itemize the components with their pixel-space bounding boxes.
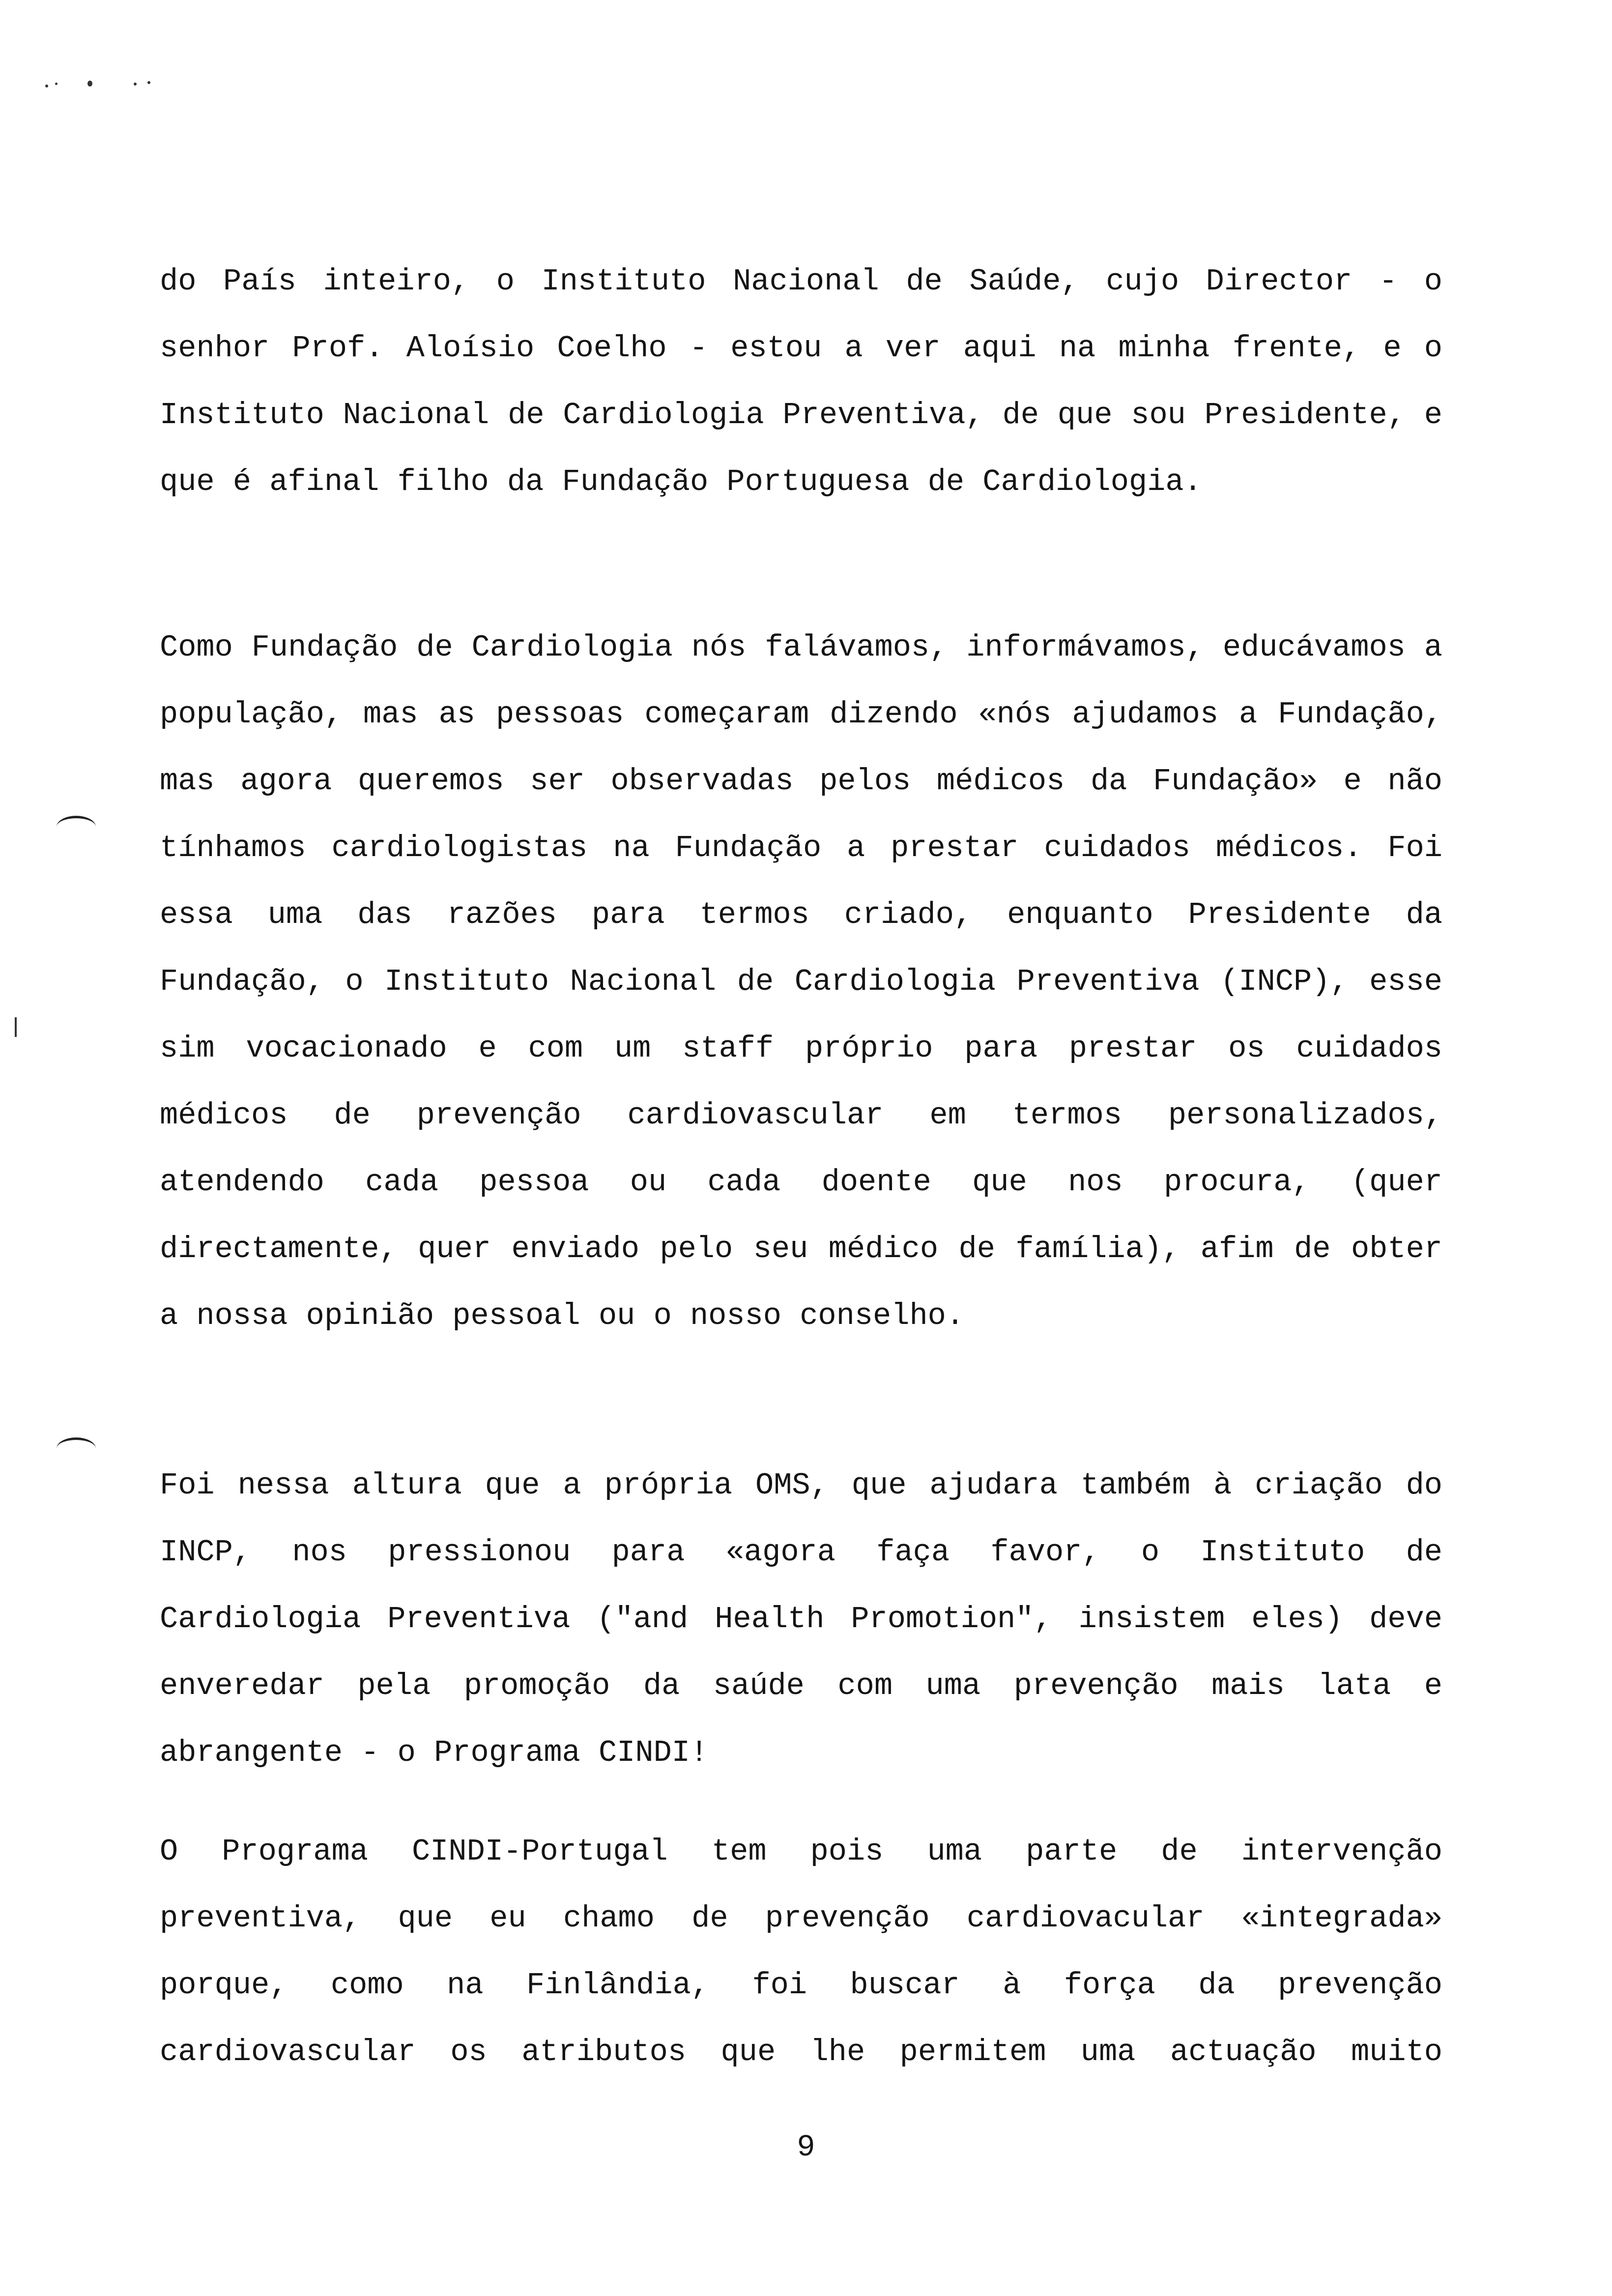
- scan-speck: [15, 1017, 17, 1037]
- scan-speck: [147, 81, 150, 84]
- scan-speck: [55, 83, 58, 85]
- scan-margin-mark: [57, 816, 96, 838]
- paragraph-4: O Programa CINDI-Portugal tem pois uma parte de intervenção preventiva, que eu chamo de prevenção cardiovacular «integrada» porque, como na Finlândia, foi buscar à força da prevenção cardiovascular os atributos que lhe permitem uma actuação muito: [160, 1834, 1442, 2069]
- scan-speck: [87, 81, 92, 86]
- scan-margin-mark: [57, 1437, 96, 1460]
- scan-speck: [134, 83, 137, 86]
- page-number: 9: [797, 2130, 815, 2165]
- paragraph-2: Como Fundação de Cardiologia nós falávamos, informávamos, educávamos a população, mas as pessoas começaram dizendo «nós ajudamos a Fundação, mas agora queremos ser observadas pelos médicos da Fundação» e não tínhamos cardiologistas na Fundação a prestar cuidados médicos. Foi essa uma das razões para termos criado, enquanto Presidente da Fundação, o Instituto Nacional de Cardiologia Preventiva (INCP), esse sim vocacionado e com um staff próprio para prestar os cuidados médicos de prevenção cardiovascular em termos personalizados, atendendo cada pessoa ou cada doente que nos procura, (quer directamente, quer enviado pelo seu médico de família), afim de obter a nossa opinião pessoal ou o nosso conselho.: [160, 630, 1442, 1333]
- paragraph-3: Foi nessa altura que a própria OMS, que ajudara também à criação do INCP, nos pressionou para «agora faça favor, o Instituto de Cardiologia Preventiva ("and Health Promotion", insistem eles) deve enveredar pela promoção da saúde com uma prevenção mais lata e abrangente - o Programa CINDI!: [160, 1468, 1442, 1770]
- paragraph-1: do País inteiro, o Instituto Nacional de Saúde, cujo Director - o senhor Prof. Aloísio Coelho - estou a ver aqui na minha frente, e o Instituto Nacional de Cardiologia Preventiva, de que sou Presidente, e que é afinal filho da Fundação Portuguesa de Cardiologia.: [160, 264, 1442, 499]
- scan-speck: [45, 85, 48, 87]
